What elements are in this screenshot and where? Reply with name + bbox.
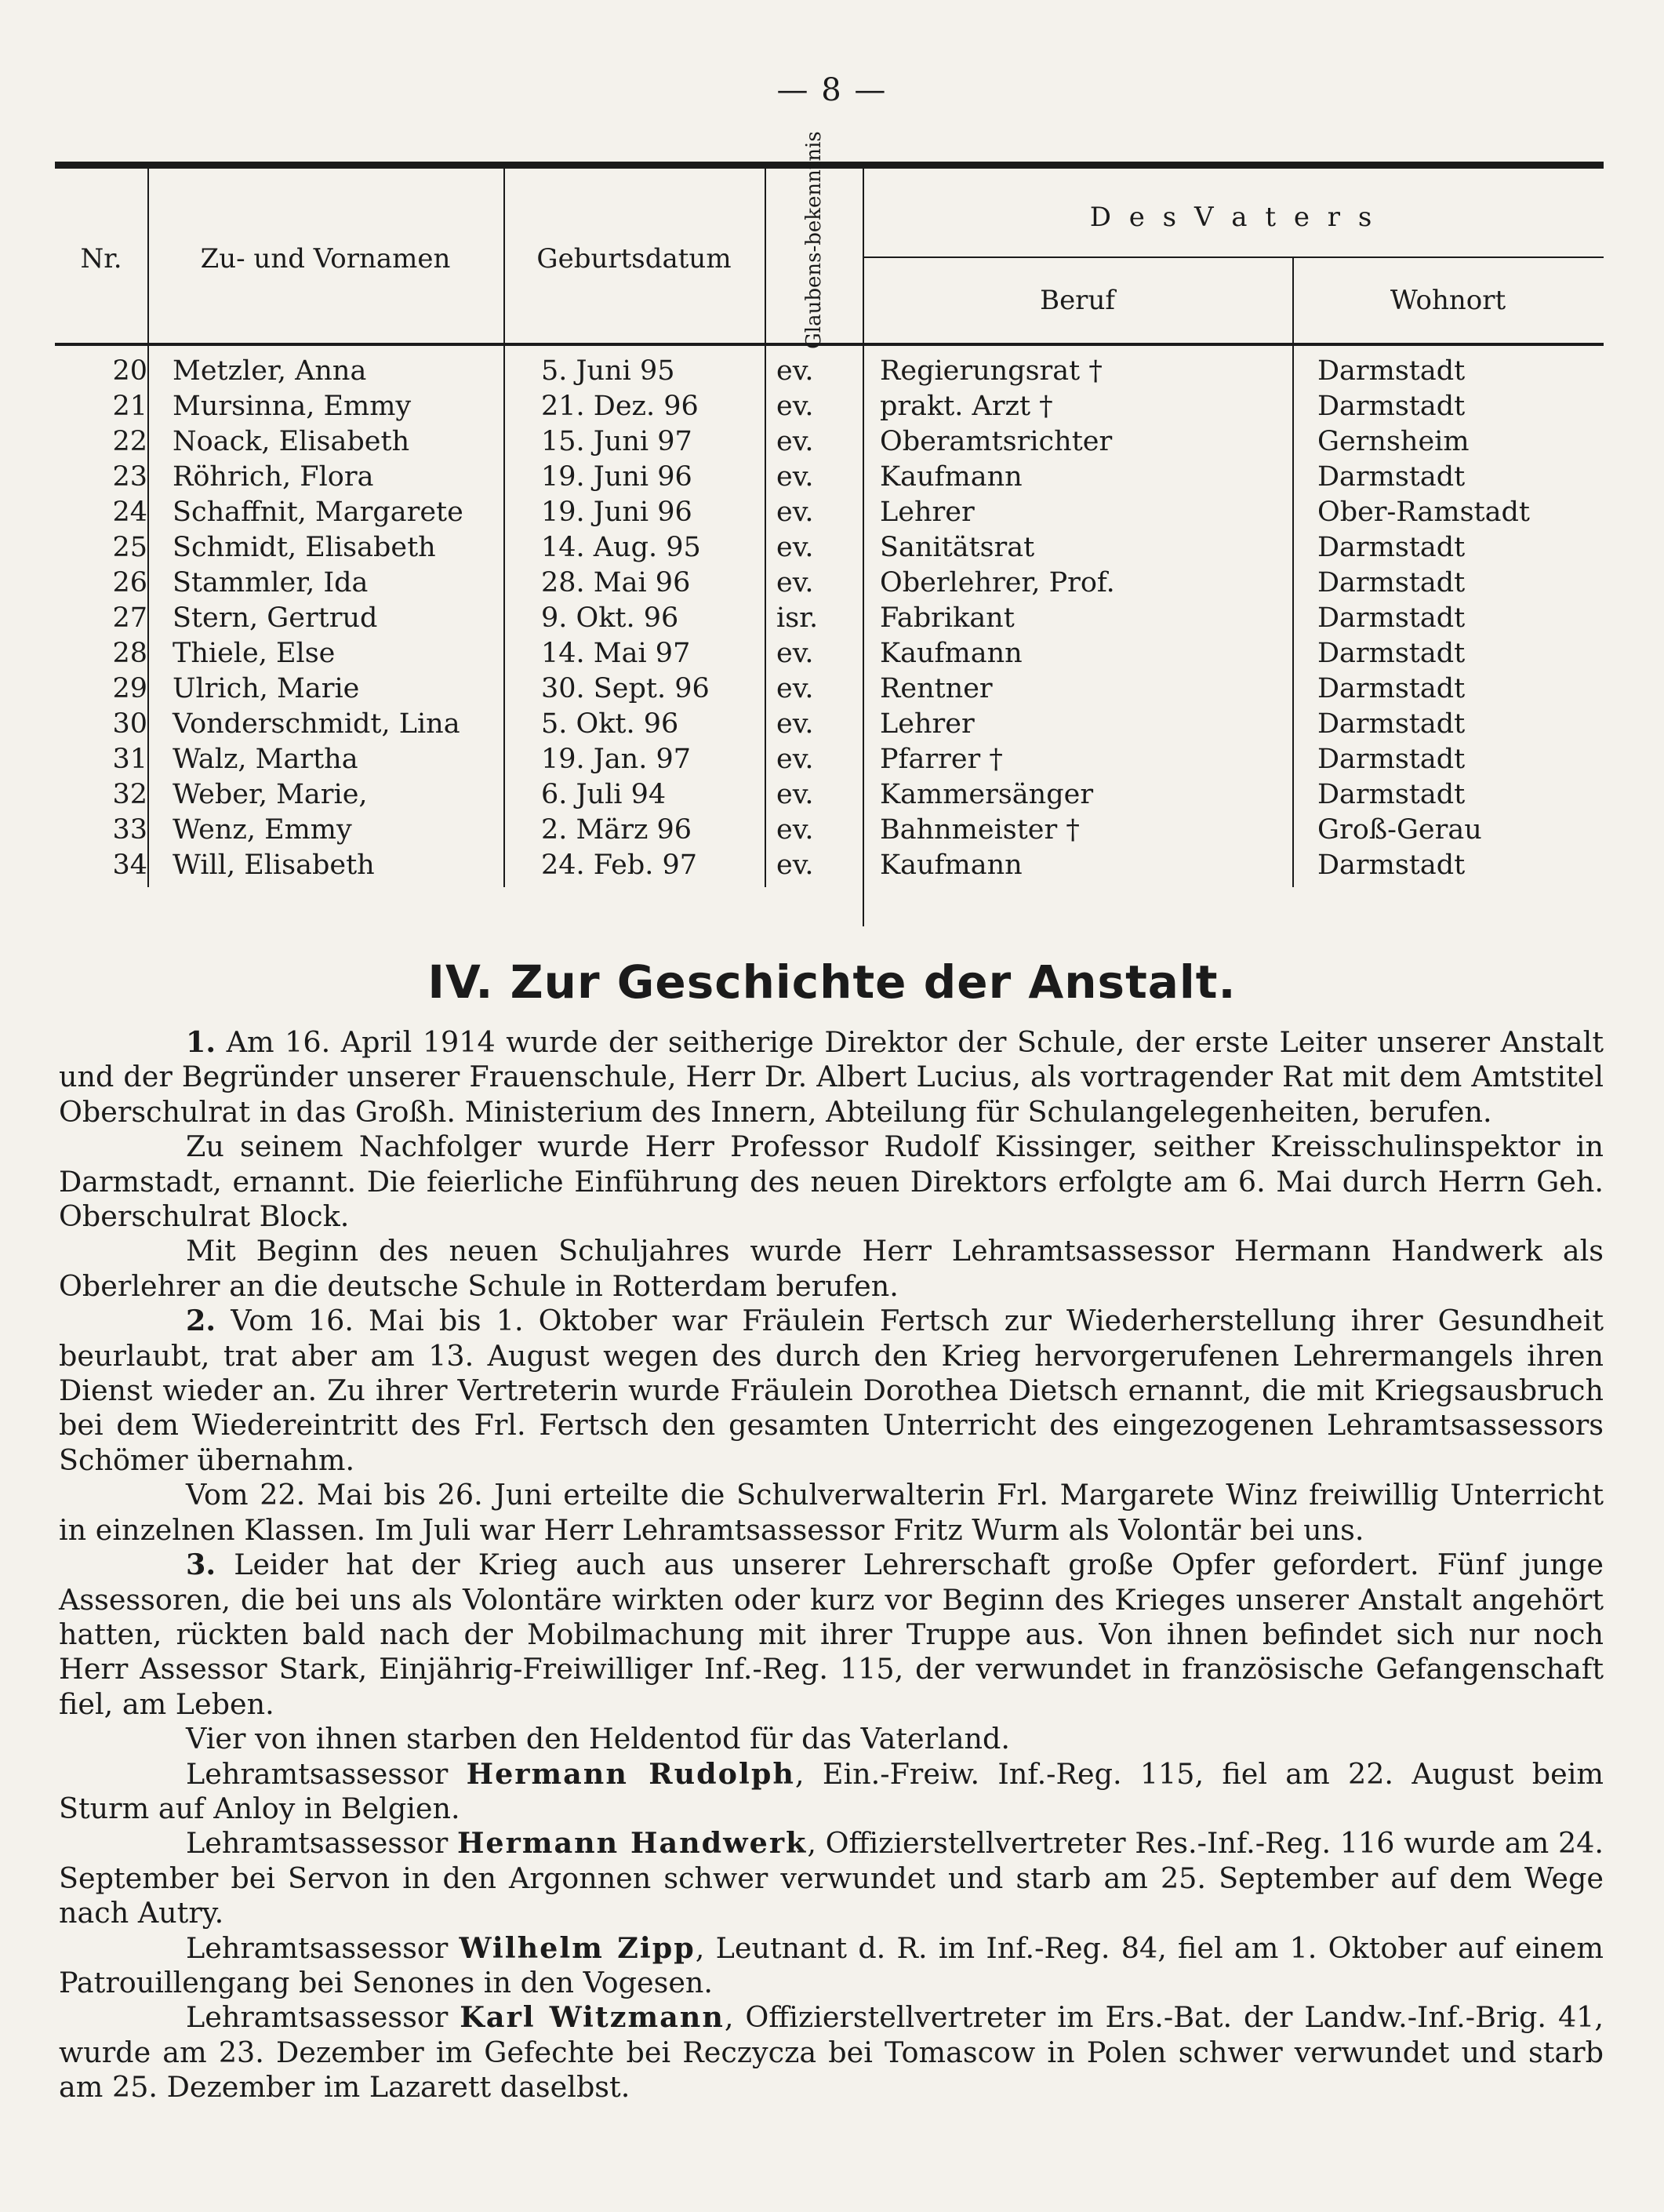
cell-beruf: Rentner	[880, 673, 993, 704]
paragraph-number: 3.	[186, 1548, 216, 1582]
table-header	[55, 131, 1604, 349]
cell-beruf: Fabrikant	[880, 602, 1015, 634]
fallen-details: , Ein.-Freiw. Inf.-Reg. 115, fiel am 22. August beim Sturm auf Anloy in Belgien.	[59, 1756, 1604, 1825]
table-row	[55, 813, 1604, 848]
header-beruf: Beruf	[1040, 285, 1115, 316]
fallen-name: Karl Witzmann	[460, 2000, 725, 2035]
paragraph-text: Mit Beginn des neuen Schuljahres wurde Herr Lehramtsassessor Hermann Handwerk als Oberlehrer an die deutsche Schule in Rotterdam berufen.	[59, 1234, 1604, 1303]
table-row	[55, 495, 1604, 530]
cell-confession: ev.	[776, 567, 814, 598]
cell-beruf: Lehrer	[880, 497, 975, 528]
cell-confession: ev.	[776, 426, 814, 457]
header-geburtsdatum: Geburtsdatum	[536, 243, 732, 275]
cell-wohnort: Darmstadt	[1317, 850, 1466, 881]
fallen-entry	[59, 1757, 1604, 1827]
section-title: IV. Zur Geschichte der Anstalt.	[427, 955, 1237, 1009]
table-row	[55, 460, 1604, 495]
cell-nr: 21	[112, 391, 147, 422]
cell-beruf: Kaufmann	[880, 850, 1023, 881]
cell-date: 30. Sept. 96	[541, 673, 710, 704]
cell-beruf: Oberlehrer, Prof.	[880, 567, 1115, 598]
cell-name: Thiele, Else	[173, 638, 336, 669]
cell-wohnort: Darmstadt	[1317, 638, 1466, 669]
cell-confession: ev.	[776, 532, 814, 563]
fallen-details: , Offizierstellvertreter im Ers.-Bat. der Landw.-Inf.-Brig. 41, wurde am 23. Dezember im Gefechte bei Reczycza bei Tomascow in Polen schwer verwundet und starb am 25. Dezember im Lazarett daselbst.	[59, 2000, 1604, 2105]
table-row	[55, 636, 1604, 671]
cell-nr: 22	[112, 426, 147, 457]
cell-confession: ev.	[776, 708, 814, 740]
paragraph	[59, 1548, 1604, 1722]
section-body	[59, 1025, 1604, 2105]
cell-confession: ev.	[776, 850, 814, 881]
cell-date: 15. Juni 97	[541, 426, 692, 457]
cell-nr: 25	[112, 532, 147, 563]
cell-nr: 24	[112, 497, 147, 528]
paragraph	[59, 1234, 1604, 1304]
cell-beruf: Kammersänger	[880, 779, 1094, 810]
fallen-name: Hermann Handwerk	[456, 1826, 808, 1861]
cell-name: Schmidt, Elisabeth	[173, 532, 436, 563]
paragraph	[59, 1025, 1604, 1130]
cell-date: 28. Mai 96	[541, 567, 691, 598]
cell-wohnort: Darmstadt	[1317, 673, 1466, 704]
cell-beruf: Pfarrer †	[880, 744, 1003, 775]
cell-nr: 28	[112, 638, 147, 669]
cell-date: 14. Mai 97	[541, 638, 691, 669]
cell-confession: ev.	[776, 461, 814, 493]
cell-beruf: Sanitätsrat	[880, 532, 1035, 563]
table-row	[55, 601, 1604, 636]
cell-confession: ev.	[776, 638, 814, 669]
cell-wohnort: Darmstadt	[1317, 355, 1466, 387]
cell-beruf: Oberamtsrichter	[880, 426, 1113, 457]
cell-confession: ev.	[776, 744, 814, 775]
paragraph-number: 1.	[186, 1025, 216, 1059]
cell-beruf: Kaufmann	[880, 461, 1023, 493]
fallen-details: , Offizierstellvertreter Res.-Inf.-Reg. 116 wurde am 24. September bei Servon in den Argonnen schwer verwundet und starb am 25. September auf dem Wege nach Autry.	[59, 1826, 1604, 1930]
cell-wohnort: Gernsheim	[1317, 426, 1470, 457]
paragraph-text: Zu seinem Nachfolger wurde Herr Professor Rudolf Kissinger, seither Kreisschulinspektor in Darmstadt, ernannt. Die feierliche Einführung des neuen Direktors erfolgte am 6. Mai durch Herrn Geh. Oberschulrat Block.	[59, 1130, 1604, 1234]
table-top-rule	[55, 162, 1604, 169]
cell-date: 5. Okt. 96	[541, 708, 679, 740]
student-table	[55, 131, 1604, 883]
cell-nr: 23	[112, 461, 147, 493]
fallen-name: Hermann Rudolph	[466, 1756, 795, 1791]
cell-name: Wenz, Emmy	[173, 814, 352, 846]
paragraph-text: Leider hat der Krieg auch aus unserer Lehrerschaft große Opfer gefordert. Fünf junge Assessoren, die bei uns als Volontäre wirkten oder kurz vor Beginn des Krieges unserer Anstalt angehört hatten, rückten bald nach der Mobilmachung mit ihrer Truppe aus. Von ihnen befindet sich nur noch Herr Assessor Stark, Einjährig-Freiwilliger Inf.-Reg. 115, der verwundet in französische Gefangenschaft fiel, am Leben.	[59, 1548, 1604, 1721]
table-row	[55, 530, 1604, 566]
header-name: Zu- und Vornamen	[200, 243, 451, 275]
cell-name: Stammler, Ida	[173, 567, 369, 598]
table-row	[55, 707, 1604, 742]
paragraph-text: Vom 22. Mai bis 26. Juni erteilte die Schulverwalterin Frl. Margarete Winz freiwillig Unterricht in einzelnen Klassen. Im Juli war Herr Lehramtsassessor Fritz Wurm als Volontär bei uns.	[59, 1478, 1604, 1547]
cell-nr: 32	[112, 779, 147, 810]
cell-wohnort: Darmstadt	[1317, 391, 1466, 422]
cell-name: Stern, Gertrud	[173, 602, 378, 634]
paragraph	[59, 1722, 1604, 1756]
cell-wohnort: Ober-Ramstadt	[1317, 497, 1530, 528]
cell-nr: 20	[112, 355, 147, 387]
paragraph-number: 2.	[186, 1304, 216, 1338]
fallen-title: Lehramtsassessor	[186, 2000, 460, 2035]
cell-name: Schaffnit, Margarete	[173, 497, 463, 528]
column-divider	[765, 169, 766, 343]
cell-date: 9. Okt. 96	[541, 602, 679, 634]
paragraph	[59, 1304, 1604, 1478]
fallen-entry	[59, 1826, 1604, 1930]
cell-wohnort: Darmstadt	[1317, 708, 1466, 740]
header-vater: D e s V a t e r s	[1089, 202, 1377, 233]
cell-wohnort: Groß-Gerau	[1317, 814, 1482, 846]
cell-wohnort: Darmstadt	[1317, 744, 1466, 775]
cell-nr: 27	[112, 602, 147, 634]
cell-confession: ev.	[776, 355, 814, 387]
cell-nr: 33	[112, 814, 147, 846]
table-row	[55, 389, 1604, 424]
table-row	[55, 848, 1604, 883]
cell-name: Mursinna, Emmy	[173, 391, 412, 422]
table-row	[55, 424, 1604, 460]
cell-name: Weber, Marie,	[173, 779, 368, 810]
cell-date: 2. März 96	[541, 814, 692, 846]
page-number: — 8 —	[776, 72, 888, 108]
fallen-title: Lehramtsassessor	[186, 1930, 460, 1965]
cell-date: 19. Juni 96	[541, 461, 692, 493]
fallen-entry	[59, 1931, 1604, 2001]
cell-name: Metzler, Anna	[173, 355, 367, 387]
header-bekenntnis: Glaubens-bekenntnis	[802, 131, 826, 349]
cell-nr: 26	[112, 567, 147, 598]
paragraph-text: Vier von ihnen starben den Heldentod für das Vaterland.	[186, 1722, 1011, 1756]
cell-beruf: Bahnmeister †	[880, 814, 1080, 846]
cell-beruf: prakt. Arzt †	[880, 391, 1053, 422]
cell-beruf: Lehrer	[880, 708, 975, 740]
fallen-title: Lehramtsassessor	[186, 1826, 457, 1861]
cell-confession: ev.	[776, 779, 814, 810]
cell-wohnort: Darmstadt	[1317, 567, 1466, 598]
cell-confession: ev.	[776, 814, 814, 846]
cell-wohnort: Darmstadt	[1317, 602, 1466, 634]
cell-date: 14. Aug. 95	[541, 532, 701, 563]
cell-wohnort: Darmstadt	[1317, 461, 1466, 493]
table-row	[55, 566, 1604, 601]
fallen-name: Wilhelm Zipp	[459, 1930, 696, 1965]
cell-confession: ev.	[776, 673, 814, 704]
cell-date: 24. Feb. 97	[541, 850, 698, 881]
cell-wohnort: Darmstadt	[1317, 532, 1466, 563]
column-divider	[863, 169, 864, 343]
paragraph	[59, 1130, 1604, 1234]
cell-nr: 31	[112, 744, 147, 775]
cell-date: 5. Juni 95	[541, 355, 675, 387]
fallen-entry	[59, 2000, 1604, 2105]
cell-name: Noack, Elisabeth	[173, 426, 410, 457]
table-body	[55, 346, 1604, 883]
cell-date: 6. Juli 94	[541, 779, 667, 810]
cell-name: Walz, Martha	[173, 744, 358, 775]
cell-confession: isr.	[776, 602, 819, 634]
fallen-details: , Leutnant d. R. im Inf.-Reg. 84, fiel am 1. Oktober auf einem Patrouillengang bei Senones in den Vogesen.	[59, 1930, 1604, 1999]
table-row	[55, 671, 1604, 707]
table-row	[55, 354, 1604, 389]
cell-date: 21. Dez. 96	[541, 391, 699, 422]
cell-date: 19. Juni 96	[541, 497, 692, 528]
cell-beruf: Kaufmann	[880, 638, 1023, 669]
cell-nr: 30	[112, 708, 147, 740]
cell-confession: ev.	[776, 391, 814, 422]
header-subrule	[863, 256, 1604, 258]
cell-name: Ulrich, Marie	[173, 673, 360, 704]
fallen-title: Lehramtsassessor	[186, 1756, 467, 1791]
table-row	[55, 742, 1604, 777]
cell-confession: ev.	[776, 497, 814, 528]
cell-wohnort: Darmstadt	[1317, 779, 1466, 810]
cell-name: Röhrich, Flora	[173, 461, 374, 493]
cell-beruf: Regierungsrat †	[880, 355, 1103, 387]
cell-date: 19. Jan. 97	[541, 744, 692, 775]
header-wohnort: Wohnort	[1390, 285, 1506, 316]
cell-name: Vonderschmidt, Lina	[173, 708, 460, 740]
paragraph-text: Am 16. April 1914 wurde der seitherige Direktor der Schule, der erste Leiter unserer Anstalt und der Begründer unserer Frauenschule, Herr Dr. Albert Lucius, als vortragender Rat mit dem Amtstitel Oberschulrat in das Großh. Ministerium des Innern, Abteilung für Schulangelegenheiten, berufen.	[59, 1025, 1604, 1129]
cell-name: Will, Elisabeth	[173, 850, 375, 881]
table-row	[55, 777, 1604, 813]
cell-nr: 29	[112, 673, 147, 704]
paragraph	[59, 1478, 1604, 1548]
header-nr: Nr.	[80, 243, 122, 275]
cell-nr: 34	[112, 850, 147, 881]
paragraph-text: Vom 16. Mai bis 1. Oktober war Fräulein Fertsch zur Wiederherstellung ihrer Gesundheit beurlaubt, trat aber am 13. August wegen des durch den Krieg hervorgerufenen Lehrermangels ihren Dienst wieder an. Zu ihrer Vertreterin wurde Fräulein Dorothea Dietsch ernannt, die mit Kriegsausbruch bei dem Wiedereintritt des Frl. Fertsch den gesamten Unterricht des eingezogenen Lehramtsassessors Schömer übernahm.	[59, 1304, 1604, 1477]
